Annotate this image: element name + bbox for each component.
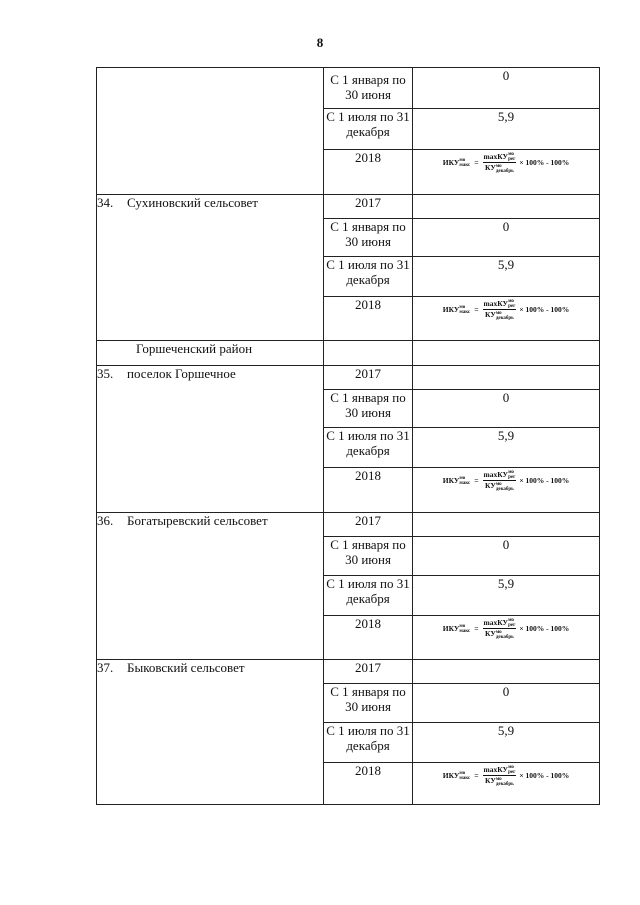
- row-number: 35.: [97, 366, 114, 381]
- formula-tail: × 100% - 100%: [519, 158, 570, 168]
- year-cell: 2017: [324, 195, 413, 219]
- formula-fraction: maxКУ мо рег КУ мо декабрь: [483, 765, 516, 787]
- year-cell: 2018: [324, 297, 413, 341]
- formula-lhs: ИКУ мо макс: [442, 770, 471, 781]
- table-cell-empty: [97, 68, 324, 195]
- formula-tail: × 100% - 100%: [519, 624, 570, 634]
- tariff-table: [96, 67, 600, 805]
- period-cell: С 1 июля по 31 декабря: [324, 576, 413, 616]
- period-cell: С 1 января по 30 июня: [324, 68, 413, 109]
- year-cell: 2017: [324, 660, 413, 684]
- year-cell: 2018: [324, 150, 413, 195]
- formula-cell: [413, 616, 600, 660]
- value-cell: 0: [413, 219, 600, 257]
- empty-cell: [413, 195, 600, 219]
- year-cell: 2017: [324, 366, 413, 390]
- formula-fraction: maxКУ мо рег КУ мо декабрь: [483, 299, 516, 321]
- settlement-name-cell: [97, 195, 324, 341]
- year-cell: 2018: [324, 468, 413, 513]
- value-cell: 5,9: [413, 109, 600, 150]
- value-cell: 5,9: [413, 576, 600, 616]
- period-cell: С 1 января по 30 июня: [324, 537, 413, 576]
- settlement-name-cell: [97, 660, 324, 805]
- formula-cell: [413, 763, 600, 805]
- value-cell: 5,9: [413, 428, 600, 468]
- formula-equals: =: [474, 476, 479, 486]
- formula-fraction: maxКУ мо рег КУ мо декабрь: [483, 152, 516, 174]
- formula-lhs: ИКУ мо макс: [442, 304, 471, 315]
- value-cell: 5,9: [413, 257, 600, 297]
- formula: [413, 618, 599, 640]
- formula-tail: × 100% - 100%: [519, 305, 570, 315]
- settlement-name: Богатыревский сельсовет: [127, 513, 268, 528]
- value-cell: 0: [413, 390, 600, 428]
- period-cell: С 1 января по 30 июня: [324, 219, 413, 257]
- formula-cell: [413, 468, 600, 513]
- formula-fraction: maxКУ мо рег КУ мо декабрь: [483, 470, 516, 492]
- value-cell: 0: [413, 684, 600, 723]
- row-number: 34.: [97, 195, 114, 210]
- formula-equals: =: [474, 305, 479, 315]
- year-cell: 2017: [324, 513, 413, 537]
- formula: [413, 152, 599, 174]
- formula-fraction: maxКУ мо рег КУ мо декабрь: [483, 618, 516, 640]
- formula-lhs: ИКУ мо макс: [442, 623, 471, 634]
- period-cell: С 1 января по 30 июня: [324, 390, 413, 428]
- period-cell: С 1 июля по 31 декабря: [324, 723, 413, 763]
- formula-equals: =: [474, 158, 479, 168]
- period-cell: С 1 июля по 31 декабря: [324, 257, 413, 297]
- value-cell: 0: [413, 68, 600, 109]
- empty-cell: [324, 341, 413, 366]
- formula: [413, 299, 599, 321]
- formula: [413, 765, 599, 787]
- year-cell: 2018: [324, 763, 413, 805]
- formula-cell: [413, 150, 600, 195]
- empty-cell: [413, 366, 600, 390]
- formula-cell: [413, 297, 600, 341]
- settlement-name: поселок Горшечное: [127, 366, 236, 381]
- formula-lhs: ИКУ мо макс: [442, 475, 471, 486]
- formula-lhs: ИКУ мо макс: [442, 157, 471, 168]
- row-number: 37.: [97, 660, 114, 675]
- formula-equals: =: [474, 624, 479, 634]
- value-cell: 5,9: [413, 723, 600, 763]
- formula-tail: × 100% - 100%: [519, 771, 570, 781]
- period-cell: С 1 июля по 31 декабря: [324, 428, 413, 468]
- page-number: 8: [316, 35, 324, 50]
- year-cell: 2018: [324, 616, 413, 660]
- formula-equals: =: [474, 771, 479, 781]
- settlement-name-cell: [97, 513, 324, 660]
- empty-cell: [413, 513, 600, 537]
- period-cell: С 1 июля по 31 декабря: [324, 109, 413, 150]
- formula-tail: × 100% - 100%: [519, 476, 570, 486]
- empty-cell: [413, 341, 600, 366]
- settlement-name-cell: [97, 366, 324, 513]
- district-name: Горшеченский район: [97, 341, 324, 366]
- settlement-name: Быковский сельсовет: [127, 660, 245, 675]
- settlement-name: Сухиновский сельсовет: [127, 195, 258, 210]
- formula: [413, 470, 599, 492]
- empty-cell: [413, 660, 600, 684]
- period-cell: С 1 января по 30 июня: [324, 684, 413, 723]
- row-number: 36.: [97, 513, 114, 528]
- value-cell: 0: [413, 537, 600, 576]
